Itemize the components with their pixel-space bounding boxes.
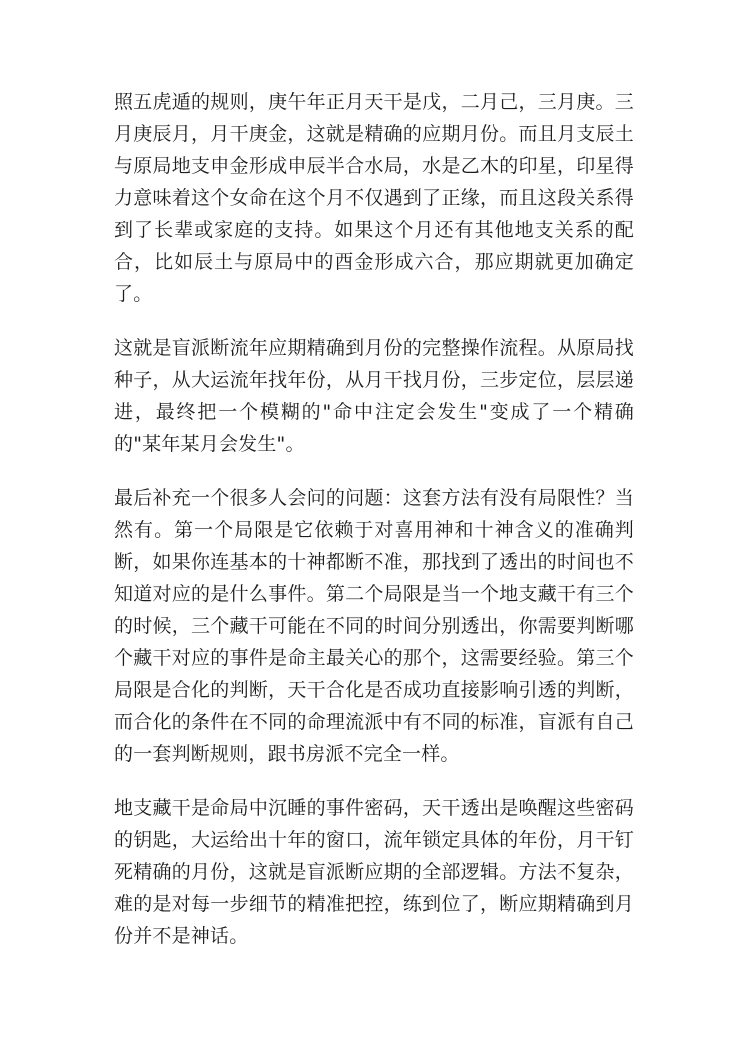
paragraph-3: 最后补充一个很多人会问的问题：这套方法有没有局限性？当然有。第一个局限是它依赖于对喜用神和十神含义的准确判断，如果你连基本的十神都断不准，那找到了透出的时间也不知道对应的是什么事件。第二个局限是当一个地支藏干有三个的时候，三个藏干可能在不同的时间分别透出，你需要判断哪个藏干对应的事件是命主最关心的那个，这需要经验。第三个局限是合化的判断，天干合化是否成功直接影响引透的判断，而合化的条件在不同的命理流派中有不同的标准，盲派有自己的一套判断规则，跟书房派不完全一样。 <box>114 487 634 765</box>
paragraph-4: 地支藏干是命局中沉睡的事件密码，天干透出是唤醒这些密码的钥匙，大运给出十年的窗口，流年锁定具体的年份，月干钉死精确的月份，这就是盲派断应期的全部逻辑。方法不复杂，难的是对每一步细节的精准把控，练到位了，断应期精确到月份并不是神话。 <box>114 797 634 947</box>
paragraph-1: 照五虎遁的规则，庚午年正月天干是戊，二月己，三月庚。三月庚辰月，月干庚金，这就是精确的应期月份。而且月支辰土与原局地支申金形成申辰半合水局，水是乙木的印星，印星得力意味着这个女命在这个月不仅遇到了正缘，而且这段关系得到了长辈或家庭的支持。如果这个月还有其他地支关系的配合，比如辰土与原局中的酉金形成六合，那应期就更加确定了。 <box>114 91 634 305</box>
document-body <box>114 86 634 952</box>
paragraph-2: 这就是盲派断流年应期精确到月份的完整操作流程。从原局找种子，从大运流年找年份，从月干找月份，三步定位，层层递进，最终把一个模糊的"命中注定会发生"变成了一个精确的"某年某月会发生"。 <box>114 337 634 455</box>
